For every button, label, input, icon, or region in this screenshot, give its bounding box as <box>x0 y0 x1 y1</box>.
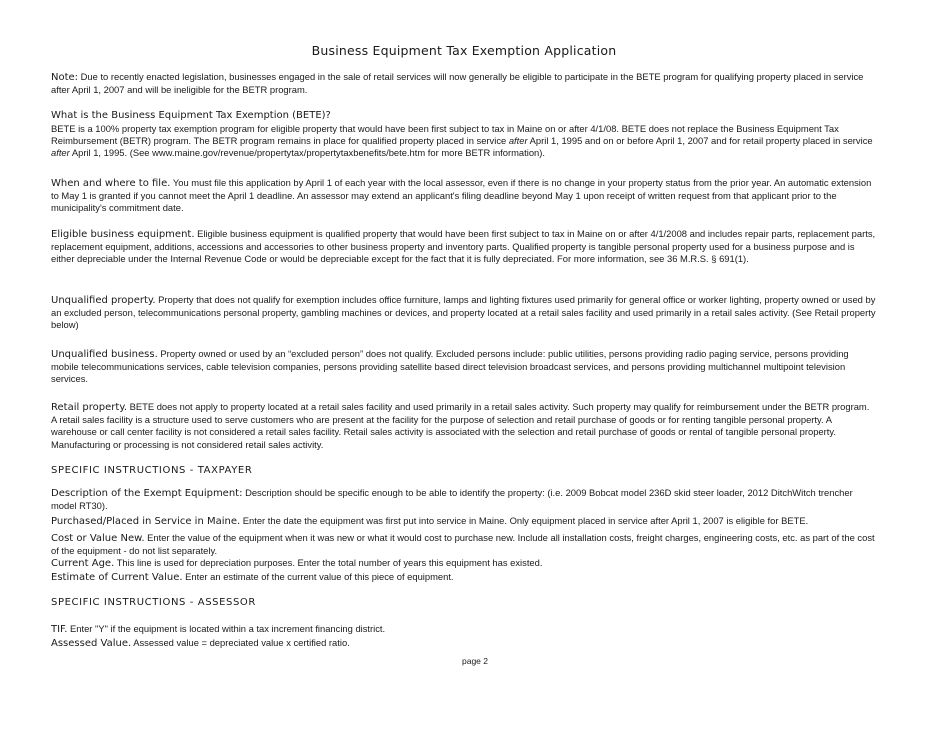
when-where-paragraph <box>51 177 877 215</box>
page-number: page 2 <box>462 656 488 666</box>
cost-text: Enter the value of the equipment when it was new or what it would cost to purchase new. Include all installation costs, freight charges, engineering costs, etc. as part of the cost of the equipment - do not list separately. <box>51 532 875 557</box>
when-where-text: You must file this application by April 1 of each year with the local assessor, even if there is no change in your property status from the prior year. An automatic extension to May 1 is granted if you cannot meet the April 1 deadline. An assessor may extend an applicant's filing deadline beyond May 1 upon receipt of written request from that applicant prior to the municipality's commitment date. <box>51 177 872 214</box>
current-age-paragraph <box>51 557 877 570</box>
cost-label: Cost or Value New. <box>51 533 145 544</box>
document-title: Business Equipment Tax Exemption Application <box>311 43 617 58</box>
note-text: Due to recently enacted legislation, businesses engaged in the sale of retail services will now generally be eligible to participate in the BETE program for qualifying property placed in service after April 1, 2007 and will be ineligible for the BETR program. <box>51 71 864 96</box>
estimate-paragraph <box>51 571 877 584</box>
note-paragraph <box>51 71 877 96</box>
assessed-value-label: Assessed Value. <box>51 638 132 649</box>
purchased-text: Enter the date the equipment was first put into service in Maine. Only equipment placed in service after April 1, 2007 is eligible for BETE. <box>240 515 809 526</box>
retail-property-label: Retail property. <box>51 402 127 413</box>
after-emphasis-1: after <box>508 135 528 147</box>
description-text: Description should be specific enough to be able to identify the property: (i.e. 2009 Bobcat model 236D skid steer loader, 2012 DitchWitch trencher model RT30). <box>51 487 853 512</box>
description-paragraph <box>51 487 877 512</box>
taxpayer-instructions-heading: SPECIFIC INSTRUCTIONS - TAXPAYER <box>51 465 253 476</box>
unqualified-property-text: Property that does not qualify for exemption includes office furniture, lamps and lighting fixtures used primarily for general office or worker lighting, property owned or used by an excluded person, telecommunications personal property, gambling machines or devices, and property located at a retail sales facility and used primarily in a retail sales activity. (See Retail property below) <box>51 294 876 331</box>
retail-property-paragraph <box>51 401 877 451</box>
eligible-equipment-text: Eligible business equipment is qualified property that would have been first subject to tax in Maine on or after 4/1/2008 and includes repair parts, replacement parts, replacement equipment, additions, accessions and accessories to other business property and inventory parts. Qualified property is tangible personal property used for a business purpose and is either depreciable under the Internal Revenue Code or would be depreciable except for the fact that it is fully depreciated. For more information, see 36 M.R.S. § 691(1). <box>51 228 876 265</box>
tif-label: TIF. <box>51 624 68 635</box>
unqualified-business-paragraph <box>51 348 877 386</box>
eligible-equipment-label: Eligible business equipment. <box>51 229 195 240</box>
retail-property-text: BETE does not apply to property located at a retail sales facility and used primarily in a retail sales activity. Such property may qualify for reimbursement under the BETR program. A retail sales facility is a structure used to serve customers who are present at the facility for the purpose of selection and retail purchase of goods or for renting tangible personal property. A warehouse or call center facility is not considered a retail sales facility. Retail sales activity is associated with the selection and retail purchase of goods or rental of tangible personal property. Manufacturing or processing is not considered retail sales activity. <box>51 401 870 450</box>
assessed-value-paragraph <box>51 637 877 650</box>
when-where-label: When and where to file. <box>51 178 171 189</box>
purchased-label: Purchased/Placed in Service in Maine. <box>51 516 241 527</box>
bete-text-a: BETE is a 100% property tax exemption program for eligible property that would have been first subject to tax in Maine on or after 4/1/08. BETE does not replace the Business Equipment Tax Reimbursement (BETR) program. The BETR program remains in place for qualified property placed in service <box>51 123 839 147</box>
bete-text-b: April 1, 1995 and on or before April 1, 2007 and for retail property placed in service <box>527 135 873 147</box>
current-age-label: Current Age. <box>51 558 115 569</box>
bete-text-c: April 1, 1995. (See www.maine.gov/revenue/propertytax/propertytaxbenefits/bete.htm for more BETR information). <box>69 147 545 159</box>
eligible-equipment-paragraph <box>51 228 877 266</box>
tif-text: Enter "Y" if the equipment is located within a tax increment financing district. <box>67 623 386 634</box>
estimate-label: Estimate of Current Value. <box>51 572 183 583</box>
unqualified-property-paragraph <box>51 294 877 332</box>
unqualified-property-label: Unqualified property. <box>51 295 156 306</box>
assessed-value-text: Assessed value = depreciated value x certified ratio. <box>131 637 350 648</box>
current-age-text: This line is used for depreciation purposes. Enter the total number of years this equipment has existed. <box>114 557 543 568</box>
cost-paragraph <box>51 532 877 557</box>
note-label: Note: <box>51 72 79 83</box>
after-emphasis-2: after <box>51 147 70 159</box>
purchased-paragraph <box>51 515 877 528</box>
description-label: Description of the Exempt Equipment: <box>51 488 243 499</box>
bete-definition-paragraph <box>51 123 877 160</box>
bete-question-heading: What is the Business Equipment Tax Exemption (BETE)? <box>51 110 331 121</box>
unqualified-business-text: Property owned or used by an “excluded person” does not qualify. Excluded persons include: public utilities, persons providing radio paging service, persons providing mobile telecommunications services, cable television companies, persons providing satellite based direct television broadcast services, and persons providing multichannel multipoint television services. <box>51 348 849 385</box>
assessor-instructions-heading: SPECIFIC INSTRUCTIONS - ASSESSOR <box>51 597 256 608</box>
tif-paragraph <box>51 623 877 636</box>
estimate-text: Enter an estimate of the current value of this piece of equipment. <box>182 571 454 582</box>
unqualified-business-label: Unqualified business. <box>51 349 158 360</box>
